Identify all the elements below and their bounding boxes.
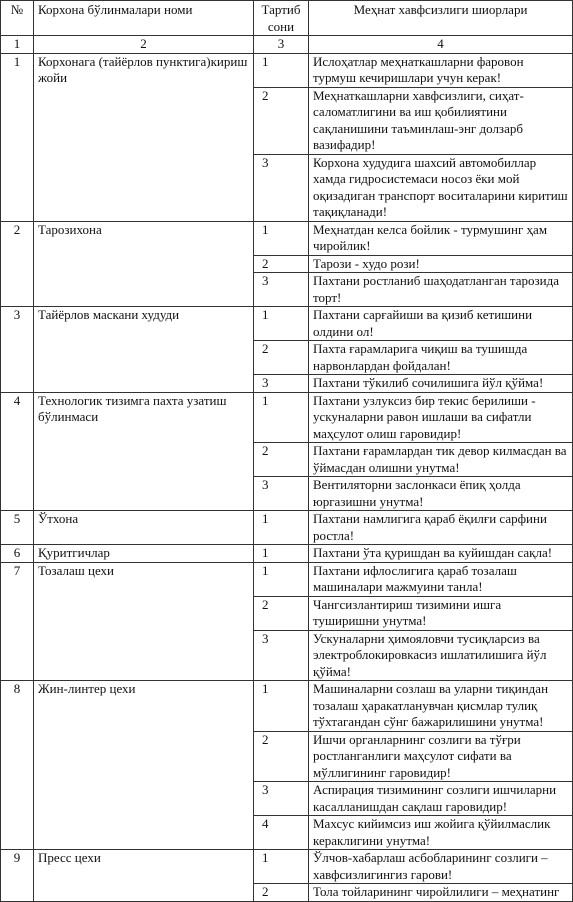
slogan-text: Пахтани узлуксиз бир текис берилиши - ускуналарни равон ишлаши ва сифатли маҳсулот олиш гаровидир! (309, 392, 573, 443)
item-order: 2 (254, 87, 309, 154)
slogan-text: Пахтани тўкилиб сочилишига йўл қўйма! (309, 375, 573, 393)
row-number: 3 (1, 307, 34, 393)
item-order: 2 (254, 596, 309, 630)
item-order: 1 (254, 681, 309, 732)
item-order: 3 (254, 273, 309, 307)
header-department: Корхона бўлинмалари номи (34, 1, 254, 36)
item-order: 1 (254, 53, 309, 87)
item-order: 2 (254, 443, 309, 477)
row-number: 2 (1, 221, 34, 307)
department-name: Жин-линтер цехи (34, 681, 254, 850)
table-row (1, 681, 573, 732)
table-row (1, 392, 573, 443)
item-order: 1 (254, 850, 309, 884)
department-name: Ўтхона (34, 511, 254, 545)
item-order: 2 (254, 255, 309, 273)
table-row (1, 545, 573, 563)
item-order: 3 (254, 154, 309, 221)
column-index-cell: 2 (34, 36, 254, 54)
department-name: Қуритгичлар (34, 545, 254, 563)
item-order: 2 (254, 731, 309, 782)
column-index-cell: 1 (1, 36, 34, 54)
slogan-text: Вентиляторни заслонкаси ёпиқ ҳолда юргазишни унутма! (309, 477, 573, 511)
table-row (1, 221, 573, 255)
department-name: Тозалаш цехи (34, 562, 254, 681)
slogan-text: Пахтани ўта қуришдан ва куйишдан сақла! (309, 545, 573, 563)
item-order: 1 (254, 307, 309, 341)
slogan-text: Аспирация тизимининг созлиги ишчиларни касалланишдан сақлаш гаровидир! (309, 782, 573, 816)
row-number: 8 (1, 681, 34, 850)
slogan-text: Пахтани намлигига қараб ёқилғи сарфини ростла! (309, 511, 573, 545)
item-order: 2 (254, 341, 309, 375)
item-order: 1 (254, 392, 309, 443)
header-slogans: Меҳнат хавфсизлиги шиорлари (309, 1, 573, 36)
column-index-cell: 3 (254, 36, 309, 54)
table-row (1, 850, 573, 884)
item-order: 2 (254, 884, 309, 902)
slogan-text: Пахтани ғарамлардан тик девор килмасдан ва ўймасдан олишни унутма! (309, 443, 573, 477)
slogan-text: Тола тойларининг чиройлилиги – меҳнатинг (309, 884, 573, 902)
row-number: 7 (1, 562, 34, 681)
slogan-text: Тарози - худо рози! (309, 255, 573, 273)
row-number: 6 (1, 545, 34, 563)
slogan-text: Пахта ғарамларига чиқиш ва тушишда нарвонлардан фойдалан! (309, 341, 573, 375)
row-number: 4 (1, 392, 34, 511)
table-body (1, 53, 573, 901)
column-index-row (1, 36, 573, 54)
slogan-text: Меҳнатдан келса бойлик - турмушинг ҳам чиройлик! (309, 221, 573, 255)
department-name: Технологик тизимга пахта узатиш бўлинмаси (34, 392, 254, 511)
item-order: 3 (254, 630, 309, 681)
slogan-text: Пахтани ифлослигига қараб тозалаш машиналари мажмуини танла! (309, 562, 573, 596)
slogan-text: Пахтани ростланиб шаҳодатланган тарозида торт! (309, 273, 573, 307)
department-name: Тарозихона (34, 221, 254, 307)
item-order: 1 (254, 511, 309, 545)
slogan-text: Меҳнаткашларни хавфсизлиги, сиҳат-саломатлигини ва иш қобилиятини сақланишини таъминлаш-энг долзарб вазифадир! (309, 87, 573, 154)
item-order: 1 (254, 221, 309, 255)
department-name: Пресс цехи (34, 850, 254, 902)
slogan-text: Ислоҳатлар меҳнаткашларни фаровон турмуш кечиришлари учун керак! (309, 53, 573, 87)
slogan-text: Машиналарни созлаш ва уларни тиқиндан тозалаш ҳаракатланувчан қисмлар тулиқ тўхтагандан сўнг бажарилишини унутма! (309, 681, 573, 732)
slogan-text: Ускуналарни ҳимояловчи тусиқларсиз ва электроблокировкасиз ишлатилишига йўл қўйма! (309, 630, 573, 681)
row-number: 1 (1, 53, 34, 221)
slogan-text: Ўлчов-хабарлаш асбобларининг созлиги – хавфсизлигингиз гарови! (309, 850, 573, 884)
slogan-text: Корхона худудига шахсий автомобиллар хамда гидросистемаси носоз ёки мой оқизадиган транспорт воситаларини киритиш тақиқланади! (309, 154, 573, 221)
column-index-cell: 4 (309, 36, 573, 54)
department-name: Корхонага (тайёрлов пунктига)кириш жойи (34, 53, 254, 221)
slogan-text: Ишчи органларнинг созлиги ва тўғри ростланганлиги маҳсулот сифати ва мўллигининг гаровидир! (309, 731, 573, 782)
item-order: 3 (254, 477, 309, 511)
header-order: Тартиб сони (254, 1, 309, 36)
slogan-text: Пахтани сарғайиши ва қизиб кетишини олдини ол! (309, 307, 573, 341)
item-order: 1 (254, 545, 309, 563)
row-number: 9 (1, 850, 34, 902)
table-row (1, 307, 573, 341)
item-order: 3 (254, 782, 309, 816)
table-row (1, 562, 573, 596)
slogan-text: Махсус кийимсиз иш жойига қўйилмаслик кераклигини унутма! (309, 816, 573, 850)
slogan-text: Чангсизлантириш тизимини ишга туширишни унутма! (309, 596, 573, 630)
department-name: Тайёрлов маскани худуди (34, 307, 254, 393)
item-order: 4 (254, 816, 309, 850)
table-row (1, 511, 573, 545)
header-row (1, 1, 573, 36)
row-number: 5 (1, 511, 34, 545)
item-order: 1 (254, 562, 309, 596)
table-row (1, 53, 573, 87)
header-no: № (1, 1, 34, 36)
item-order: 3 (254, 375, 309, 393)
